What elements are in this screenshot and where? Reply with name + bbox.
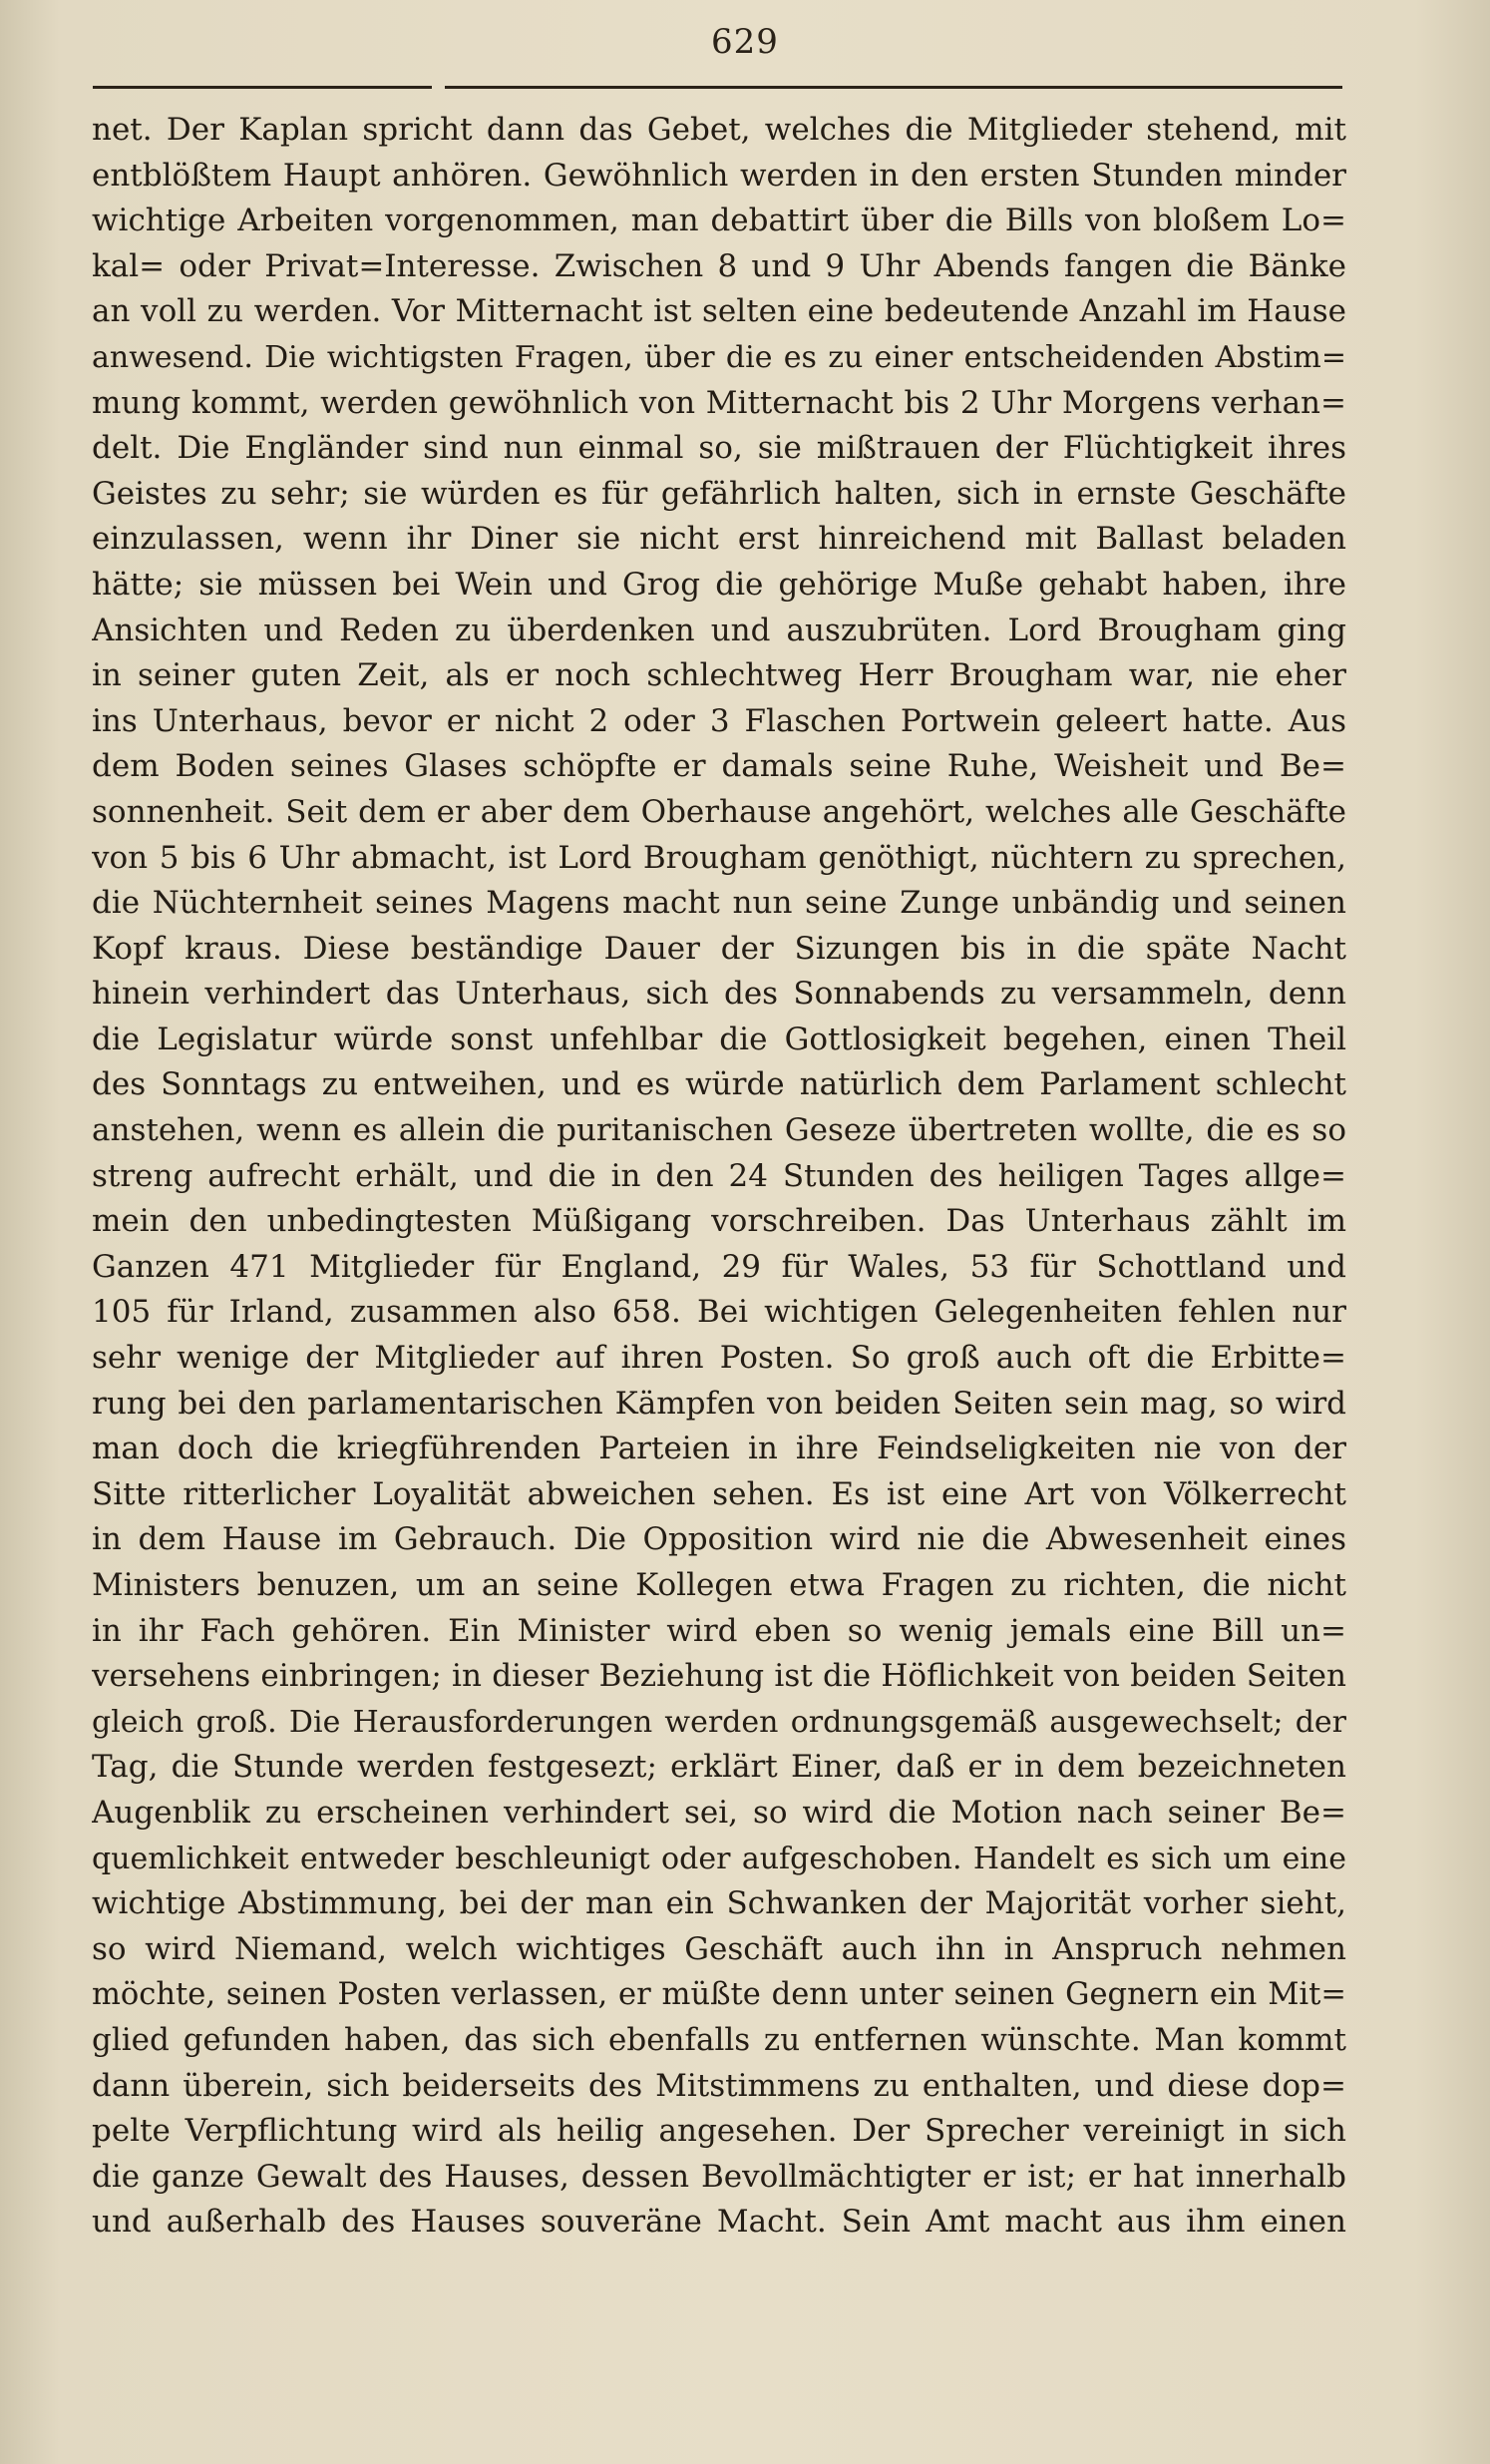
text-line: an voll zu werden. Vor Mitternacht ist selten eine bedeutende Anzahl im Hause	[92, 293, 1346, 330]
text-line: versehens einbringen; in dieser Beziehung ist die Höflichkeit von beiden Seiten	[92, 1658, 1346, 1695]
text-line: des Sonntags zu entweihen, und es würde natürlich dem Parlament schlecht	[92, 1066, 1346, 1103]
text-line: anstehen, wenn es allein die puritanischen Geseze übertreten wollte, die es so	[92, 1112, 1346, 1149]
text-line: man doch die kriegführenden Parteien in ihre Feindseligkeiten nie von der	[92, 1431, 1346, 1467]
text-line: wichtige Abstimmung, bei der man ein Schwanken der Majorität vorher sieht,	[92, 1885, 1346, 1922]
text-line: die Legislatur würde sonst unfehlbar die Gottlosigkeit begehen, einen Theil	[92, 1021, 1346, 1057]
text-line: hinein verhindert das Unterhaus, sich des Sonnabends zu versammeln, denn	[92, 976, 1346, 1013]
text-line: mung kommt, werden gewöhnlich von Mitternacht bis 2 Uhr Morgens verhan=	[92, 384, 1346, 421]
text-line: dann überein, sich beiderseits des Mitstimmens zu enthalten, und diese dop=	[92, 2067, 1346, 2104]
text-line: und außerhalb des Hauses souveräne Macht. Sein Amt macht aus ihm einen	[92, 2204, 1346, 2241]
text-line: Kopf kraus. Diese beständige Dauer der Sizungen bis in die späte Nacht	[92, 930, 1346, 967]
text-line: so wird Niemand, welch wichtiges Geschäft auch ihn in Anspruch nehmen	[92, 1930, 1346, 1967]
text-line: mein den unbedingtesten Müßigang vorschreiben. Das Unterhaus zählt im	[92, 1203, 1346, 1240]
text-line: Sitte ritterlicher Loyalität abweichen sehen. Es ist eine Art von Völkerrecht	[92, 1475, 1346, 1512]
text-line: die ganze Gewalt des Hauses, dessen Bevollmächtigter er ist; er hat innerhalb	[92, 2158, 1346, 2195]
text-line: entblößtem Haupt anhören. Gewöhnlich werden in den ersten Stunden minder	[92, 157, 1346, 194]
text-line: rung bei den parlamentarischen Kämpfen von beiden Seiten sein mag, so wird	[92, 1385, 1346, 1422]
text-line: quemlichkeit entweder beschleunigt oder aufgeschoben. Handelt es sich um eine	[92, 1841, 1346, 1876]
text-line: möchte, seinen Posten verlassen, er müßte denn unter seinen Gegnern ein Mit=	[92, 1977, 1346, 2013]
text-line: delt. Die Engländer sind nun einmal so, sie mißtrauen der Flüchtigkeit ihres	[92, 430, 1346, 467]
text-line: in seiner guten Zeit, als er noch schlechtweg Herr Brougham war, nie eher	[92, 657, 1346, 694]
text-line: gleich groß. Die Herausforderungen werden ordnungsgemäß ausgewechselt; der	[92, 1704, 1346, 1740]
text-line: ins Unterhaus, bevor er nicht 2 oder 3 Flaschen Portwein geleert hatte. Aus	[92, 702, 1346, 739]
text-line: net. Der Kaplan spricht dann das Gebet, welches die Mitglieder stehend, mit	[92, 112, 1346, 148]
text-line: wichtige Arbeiten vorgenommen, man debattirt über die Bills von bloßem Lo=	[92, 203, 1346, 239]
text-line: in ihr Fach gehören. Ein Minister wird eben so wenig jemals eine Bill un=	[92, 1612, 1346, 1649]
text-line: von 5 bis 6 Uhr abmacht, ist Lord Brougham genöthigt, nüchtern zu sprechen,	[92, 839, 1346, 876]
text-line: pelte Verpflichtung wird als heilig angesehen. Der Sprecher vereinigt in sich	[92, 2113, 1346, 2150]
text-line: hätte; sie müssen bei Wein und Grog die gehörige Muße gehabt haben, ihre	[92, 566, 1346, 603]
text-line: Ansichten und Reden zu überdenken und auszubrüten. Lord Brougham ging	[92, 612, 1346, 648]
text-line: anwesend. Die wichtigsten Fragen, über die es zu einer entscheidenden Abstim=	[92, 339, 1346, 375]
text-line: streng aufrecht erhält, und die in den 24 Stunden des heiligen Tages allge=	[92, 1157, 1346, 1194]
text-line: 105 für Irland, zusammen also 658. Bei wichtigen Gelegenheiten fehlen nur	[92, 1294, 1346, 1331]
text-line: Ministers benuzen, um an seine Kollegen etwa Fragen zu richten, die nicht	[92, 1567, 1346, 1603]
text-line: die Nüchternheit seines Magens macht nun seine Zunge unbändig und seinen	[92, 885, 1346, 922]
text-line: in dem Hause im Gebrauch. Die Opposition wird nie die Abwesenheit eines	[92, 1521, 1346, 1558]
text-line: Geistes zu sehr; sie würden es für gefährlich halten, sich in ernste Geschäfte	[92, 475, 1346, 512]
text-line: kal= oder Privat=Interesse. Zwischen 8 und 9 Uhr Abends fangen die Bänke	[92, 247, 1346, 284]
text-line: dem Boden seines Glases schöpfte er damals seine Ruhe, Weisheit und Be=	[92, 748, 1346, 785]
text-line: sonnenheit. Seit dem er aber dem Oberhause angehört, welches alle Geschäfte	[92, 793, 1346, 830]
header-rule-left	[93, 86, 432, 89]
text-line: glied gefunden haben, das sich ebenfalls zu entfernen wünschte. Man kommt	[92, 2021, 1346, 2058]
header-rule-right	[445, 86, 1342, 89]
text-line: einzulassen, wenn ihr Diner sie nicht erst hinreichend mit Ballast beladen	[92, 521, 1346, 558]
text-line: sehr wenige der Mitglieder auf ihren Posten. So groß auch oft die Erbitte=	[92, 1340, 1346, 1377]
text-line: Augenblik zu erscheinen verhindert sei, so wird die Motion nach seiner Be=	[92, 1794, 1346, 1831]
page-number: 629	[711, 22, 779, 62]
body-text	[92, 108, 1346, 2246]
text-line: Ganzen 471 Mitglieder für England, 29 für Wales, 53 für Schottland und	[92, 1248, 1346, 1285]
text-line: Tag, die Stunde werden festgesezt; erklärt Einer, daß er in dem bezeichneten	[92, 1749, 1346, 1786]
